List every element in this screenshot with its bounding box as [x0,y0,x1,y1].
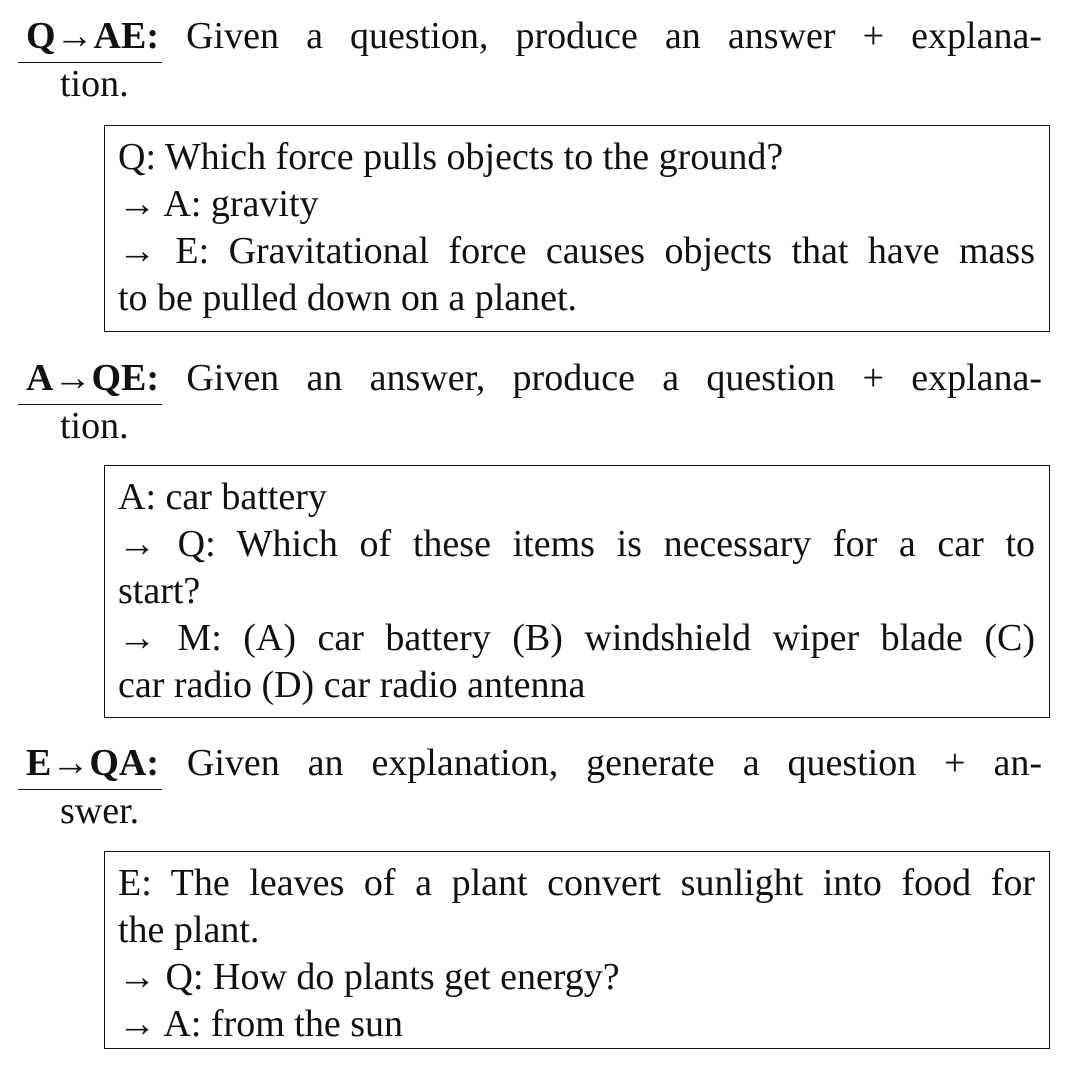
task-heading-line [26,354,1042,402]
task-description: Given an explanation, generate a question + an- [186,742,1042,784]
example-box [104,125,1050,332]
task-heading [0,727,1080,832]
task-tag: Q→AE: [26,15,159,57]
example-choices-continued: car radio (D) car radio antenna [118,664,586,706]
task-description: Given a question, produce an answer + explana- [186,15,1042,57]
task-heading [0,0,1080,105]
task-description-continued: tion. [60,405,129,447]
example-choices: → M: (A) car battery (B) windshield wiper blade (C) [118,617,1035,659]
task-description-continued: tion. [60,63,129,105]
example-question: → Q: Which of these items is necessary for a car to [118,523,1035,565]
example-question: Q: Which force pulls objects to the ground? [118,136,784,178]
example-explanation: → E: Gravitational force causes objects that have mass [118,230,1035,272]
example-answer: → A: from the sun [118,1003,403,1045]
task-description: Given an answer, produce a question + explana- [186,357,1043,399]
task-heading-line [26,739,1042,787]
task-section-aqe [0,342,1080,706]
example-explanation-continued: the plant. [118,909,260,951]
example-box [104,851,1050,1049]
task-tag: A→QE: [26,357,159,399]
task-heading [0,342,1080,447]
task-section-eqa [0,727,1080,1045]
example-question-continued: start? [118,570,201,612]
example-question: → Q: How do plants get energy? [118,956,620,998]
task-description-continued: swer. [60,790,140,832]
example-answer: A: car battery [118,476,327,518]
task-tag: E→QA: [26,742,159,784]
example-answer: → A: gravity [118,183,319,225]
task-heading-line [26,12,1042,60]
task-section-qae [0,0,1080,319]
example-box [104,465,1050,718]
example-explanation: E: The leaves of a plant convert sunlight into food for [118,862,1035,904]
example-explanation-continued: to be pulled down on a planet. [118,277,578,319]
